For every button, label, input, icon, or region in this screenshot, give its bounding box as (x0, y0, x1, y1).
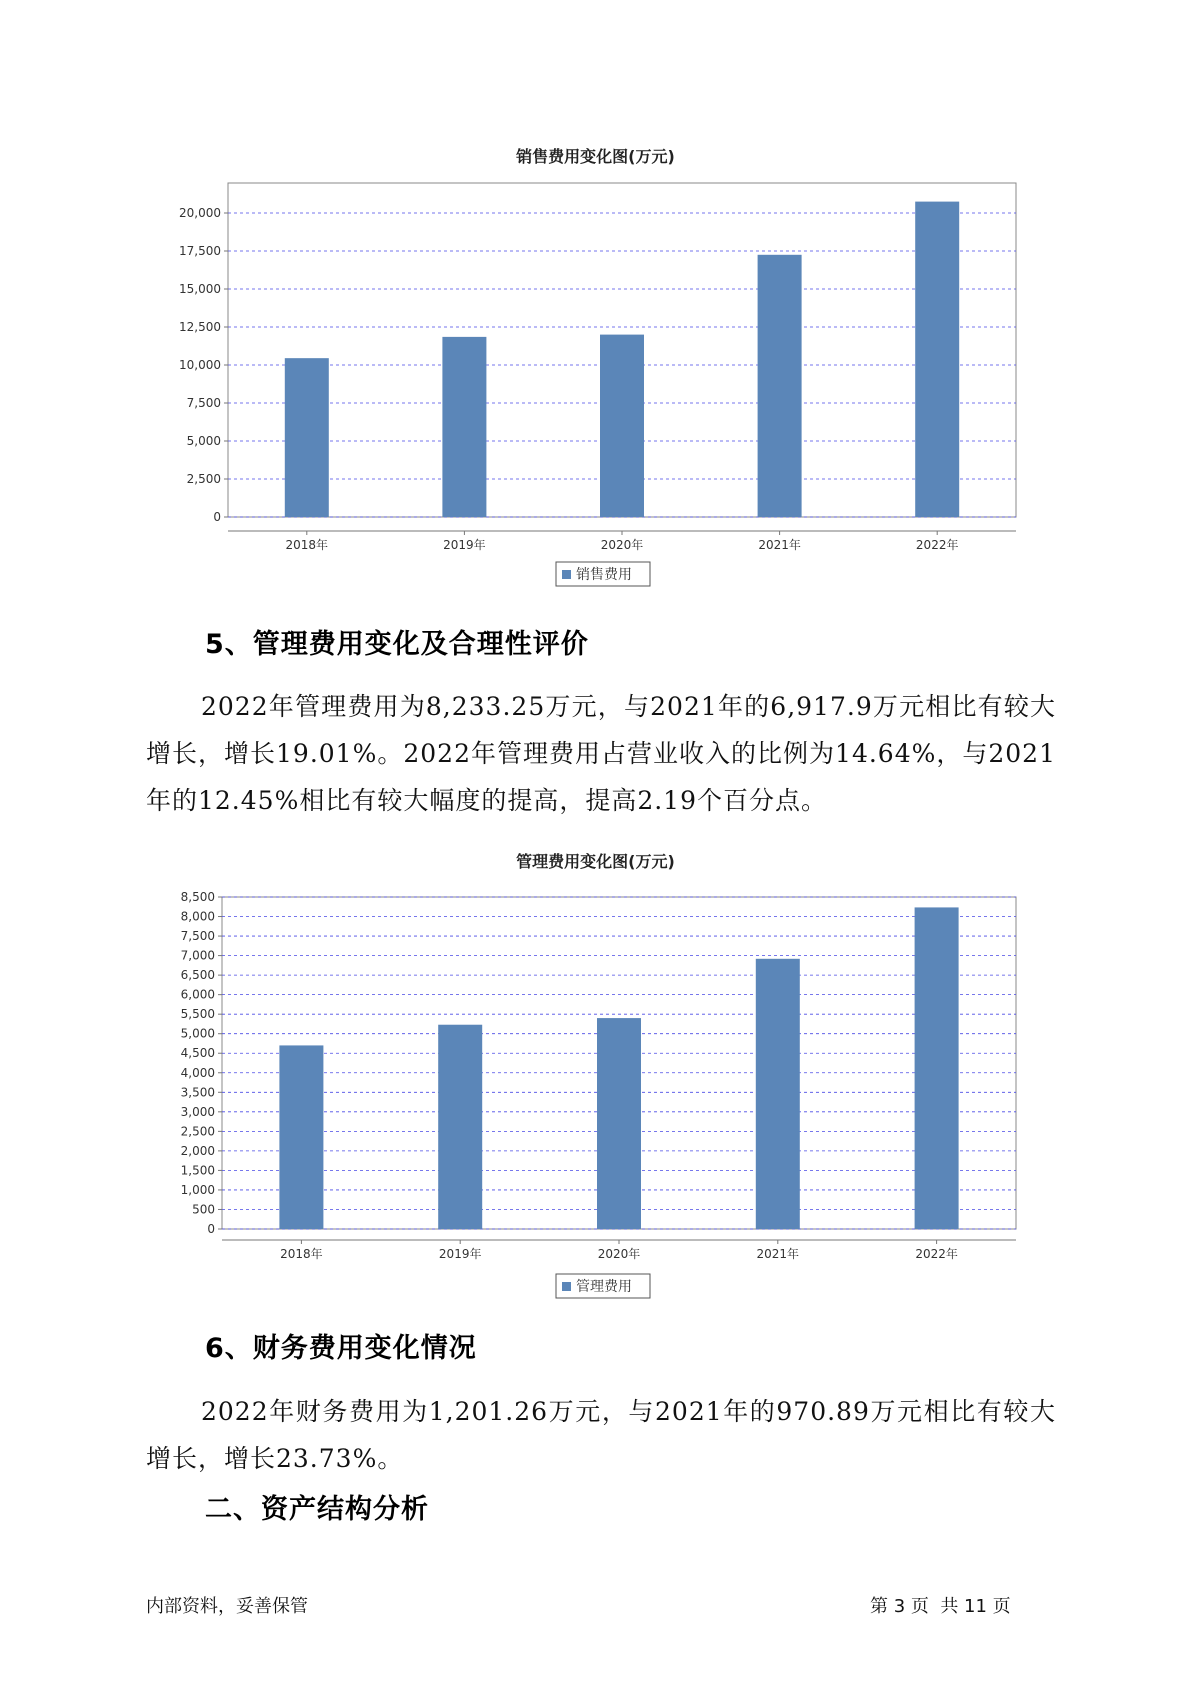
y-tick-label: 10,000 (179, 358, 221, 372)
x-tick-label: 2021年 (758, 538, 801, 552)
y-tick-label: 3,500 (180, 1085, 215, 1100)
y-tick-label: 500 (192, 1202, 215, 1217)
section-5-heading: 5、管理费用变化及合理性评价 (205, 629, 589, 660)
y-tick-label: 17,500 (179, 244, 221, 258)
x-tick-label: 2019年 (438, 1247, 482, 1261)
bar-2018年 (285, 358, 329, 517)
y-tick-label: 1,000 (180, 1182, 215, 1197)
x-tick-label: 2020年 (597, 1247, 641, 1261)
chart-legend (556, 562, 650, 586)
y-tick-label: 8,000 (180, 909, 215, 924)
y-tick-label: 7,000 (180, 948, 215, 963)
asset-structure-heading: 二、资产结构分析 (205, 1494, 429, 1525)
admin-expense-chart (0, 860, 1191, 1300)
y-tick-label: 15,000 (179, 282, 221, 296)
y-tick-label: 5,000 (180, 1026, 215, 1041)
y-tick-label: 4,500 (180, 1046, 215, 1061)
bar-2018年 (279, 1045, 323, 1229)
y-tick-label: 0 (207, 1222, 215, 1236)
x-tick-label: 2022年 (915, 538, 959, 552)
footer-confidential-note: 内部资料，妥善保管 (146, 1596, 308, 1617)
y-tick-label: 2,500 (180, 1124, 215, 1139)
x-tick-label: 2020年 (600, 538, 644, 552)
bar-2019年 (438, 1025, 482, 1229)
chart1-title: 销售费用变化图(万元) (516, 147, 675, 166)
legend-label: 管理费用 (576, 1279, 632, 1295)
bar-2020年 (597, 1018, 641, 1229)
x-tick-label: 2022年 (915, 1247, 958, 1261)
y-tick-label: 6,500 (180, 968, 215, 983)
x-tick-label: 2018年 (280, 1247, 323, 1261)
y-tick-label: 4,000 (180, 1065, 215, 1080)
y-tick-label: 12,500 (179, 320, 221, 334)
sales-expense-chart (0, 150, 1191, 590)
y-tick-label: 5,000 (186, 434, 221, 448)
x-tick-label: 2021年 (756, 1247, 800, 1261)
bar-2021年 (756, 959, 800, 1229)
y-tick-label: 6,000 (180, 987, 215, 1002)
y-tick-label: 1,500 (180, 1163, 215, 1178)
legend-swatch (562, 1282, 571, 1291)
section-6-heading: 6、财务费用变化情况 (205, 1333, 477, 1364)
bar-2022年 (915, 907, 959, 1229)
footer-page-number: 第 3 页 共 11 页 (870, 1596, 1011, 1617)
y-tick-label: 3,000 (180, 1104, 215, 1119)
legend-label: 销售费用 (576, 567, 632, 583)
section-5-text: 2022年管理费用为8,233.25万元，与2021年的6,917.9万元相比有较大增长，增长19.01%。2022年管理费用占营业收入的比例为14.64%，与2021年的12.45%相比有较大幅度的提高，提高2.19个百分点。 (146, 692, 1056, 815)
bar-2020年 (600, 335, 644, 517)
y-tick-label: 20,000 (179, 206, 221, 220)
bar-2022年 (915, 202, 959, 517)
y-tick-label: 0 (213, 510, 221, 524)
y-tick-label: 7,500 (180, 929, 215, 944)
y-tick-label: 2,000 (180, 1143, 215, 1158)
y-tick-label: 2,500 (186, 472, 221, 486)
chart2-title: 管理费用变化图(万元) (516, 852, 675, 871)
section-6-text: 2022年财务费用为1,201.26万元，与2021年的970.89万元相比有较大增长，增长23.73%。 (146, 1397, 1056, 1473)
bar-2019年 (442, 337, 486, 517)
chart-legend (556, 1274, 650, 1298)
y-tick-label: 7,500 (186, 396, 221, 410)
x-tick-label: 2018年 (285, 538, 329, 552)
y-tick-label: 5,500 (180, 1007, 215, 1022)
x-tick-label: 2019年 (443, 538, 486, 552)
legend-swatch (562, 570, 571, 579)
bar-2021年 (758, 255, 802, 517)
y-tick-label: 8,500 (180, 890, 215, 904)
